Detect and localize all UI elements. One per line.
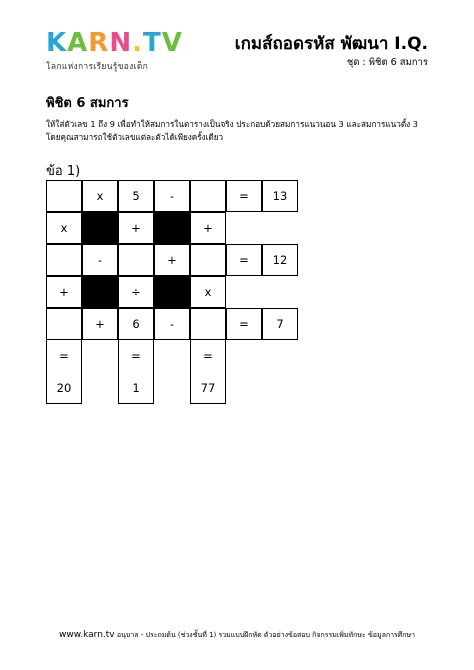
- black-cell: [82, 212, 118, 244]
- given-number-cell: 5: [118, 180, 154, 212]
- footer-site-link[interactable]: www.karn.tv: [58, 630, 115, 640]
- logo-letter: V: [161, 28, 183, 58]
- operator-cell: +: [82, 308, 118, 340]
- instructions-text: ให้ใส่ตัวเลข 1 ถึง 9 เพื่อทำให้สมการในตารางเป็นจริง ประกอบด้วยสมการแนวนอน 3 และสมการแนวตั้ง 3 โดยคุณสามารถใช้ตัวเลขแต่ละตัวได้เพียงครั้งเดียว: [46, 119, 418, 142]
- row-result-cell: 13: [262, 180, 298, 212]
- column-equals-cell: =: [46, 340, 82, 372]
- operator-cell: +: [190, 212, 226, 244]
- footer-description: อนุบาล - ประถมต้น (ช่วงชั้นที่ 1) รวมแบบฝึกหัด ตัวอย่างข้อสอบ กิจกรรมเพิ่มทักษะ ข้อมูลการศึกษา: [114, 631, 416, 639]
- operator-cell: +: [154, 244, 190, 276]
- question-label: ข้อ 1): [46, 164, 81, 179]
- column-result-cell: 20: [46, 372, 82, 404]
- row-result-cell: 7: [262, 308, 298, 340]
- page-subtitle: ชุด : พิชิต 6 สมการ: [346, 57, 428, 68]
- column-result-cell: 77: [190, 372, 226, 404]
- operator-cell: x: [82, 180, 118, 212]
- operator-cell: =: [226, 244, 262, 276]
- operator-cell: =: [226, 308, 262, 340]
- given-number-cell: 6: [118, 308, 154, 340]
- black-cell: [154, 276, 190, 308]
- operator-cell: +: [118, 212, 154, 244]
- logo-wordmark: [46, 30, 186, 56]
- black-cell: [154, 212, 190, 244]
- logo-letter: N: [109, 28, 133, 58]
- column-result-cell: 1: [118, 372, 154, 404]
- answer-input-cell[interactable]: [118, 244, 154, 276]
- black-cell: [82, 276, 118, 308]
- answer-input-cell[interactable]: [46, 308, 82, 340]
- operator-cell: x: [46, 212, 82, 244]
- logo-tagline: โลกแห่งการเรียนรู้ของเด็ก: [46, 62, 149, 72]
- logo-letter: A: [67, 28, 89, 58]
- answer-input-cell[interactable]: [190, 308, 226, 340]
- answer-input-cell[interactable]: [46, 180, 82, 212]
- logo-letter: R: [88, 28, 110, 58]
- column-equals-cell: =: [118, 340, 154, 372]
- column-equals-cell: =: [190, 340, 226, 372]
- operator-cell: -: [154, 308, 190, 340]
- page-title: เกมส์ถอดรหัส พัฒนา I.Q.: [234, 34, 428, 54]
- operator-cell: -: [154, 180, 190, 212]
- karn-tv-logo: [46, 30, 186, 78]
- operator-cell: -: [82, 244, 118, 276]
- operator-cell: +: [46, 276, 82, 308]
- section-heading: พิชิต 6 สมการ: [46, 96, 129, 111]
- operator-cell: ÷: [118, 276, 154, 308]
- operator-cell: =: [226, 180, 262, 212]
- logo-letter: K: [46, 28, 68, 58]
- operator-cell: x: [190, 276, 226, 308]
- logo-letter: .: [132, 28, 143, 58]
- footer: [0, 630, 474, 641]
- answer-input-cell[interactable]: [46, 244, 82, 276]
- row-result-cell: 12: [262, 244, 298, 276]
- answer-input-cell[interactable]: [190, 244, 226, 276]
- answer-input-cell[interactable]: [190, 180, 226, 212]
- logo-letter: T: [142, 28, 162, 58]
